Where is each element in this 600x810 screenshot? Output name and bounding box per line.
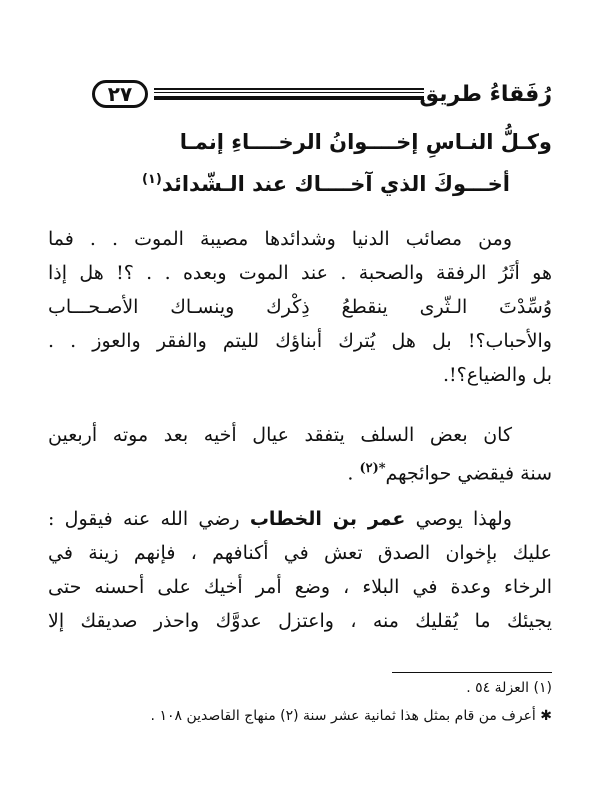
footnote-ref-2: *(٢) [359,461,386,476]
page-number: ٢٧ [92,80,148,108]
poem-verse-1: وكـلُّ النـاسِ إخــــوانُ الرخــــاءِ إنمـا [179,130,552,154]
paragraph-line: كان بعض السلف يتفقد عيال أخيه بعد موته أربعين [48,424,512,446]
paragraph-line: وُسِّدْتَ الـثّرى ينقطعُ ذِكْرك وينسـاك الأصـحـــاب [48,296,552,318]
paragraph-line: عليك بإخوان الصدق تعش في أكنافهم ، فإنهم زينة في [48,542,552,564]
paragraph-line [48,452,552,490]
paragraph-2 [48,418,552,490]
paragraph-line-text: سنة فيقضي حوائجهم [385,462,552,485]
paragraph-line: والأحباب؟! بل هل يُترك أبناؤك لليتم والفقر والعوز . . [48,330,552,352]
paragraph-line: الرخاء وعدة في البلاء ، وضع أمر أخيك على أحسنه حتى [48,576,552,598]
paragraph-lead: ولهذا يوصي [415,508,512,530]
footnote-rule [392,672,552,673]
person-name: عمر بن الخطاب [249,508,406,530]
footnote-1: (١) العزلة ٥٤ . [466,680,552,696]
running-title: رُفَقاءُ طريق [419,82,552,107]
paragraph-line [48,502,552,536]
paragraph-lead-rest: رضي الله عنه فيقول : [48,508,240,530]
paragraph-3 [48,502,552,638]
footnote-2: ✱ أعرف من قام بمثل هذا ثمانية عشر سنة (٢) منهاج القاصدين ١٠٨ . [150,708,552,724]
footnote-ref-1: (١) [141,172,162,187]
page-header [92,78,552,112]
paragraph-end: . [347,462,360,485]
poem-verse-2 [142,172,510,196]
poem-verse-2-text: أخـــوكَ الذي آخــــاك عند الـشّدائد [161,172,510,196]
paragraph-line: بل والضياع؟!. [442,364,552,386]
paragraph-line: ومن مصائب الدنيا وشدائدها مصيبة الموت . . فما [48,228,512,250]
header-rule [154,88,424,100]
paragraph-line: هو أثَرُ الرفقة والصحبة . عند الموت وبعده . . ؟! هل إذا [48,262,552,284]
paragraph-1 [48,222,552,392]
paragraph-line: يجيئك ما يُقليك منه ، واعتزل عدوَّك واحذر صديقك إلا [48,610,552,632]
